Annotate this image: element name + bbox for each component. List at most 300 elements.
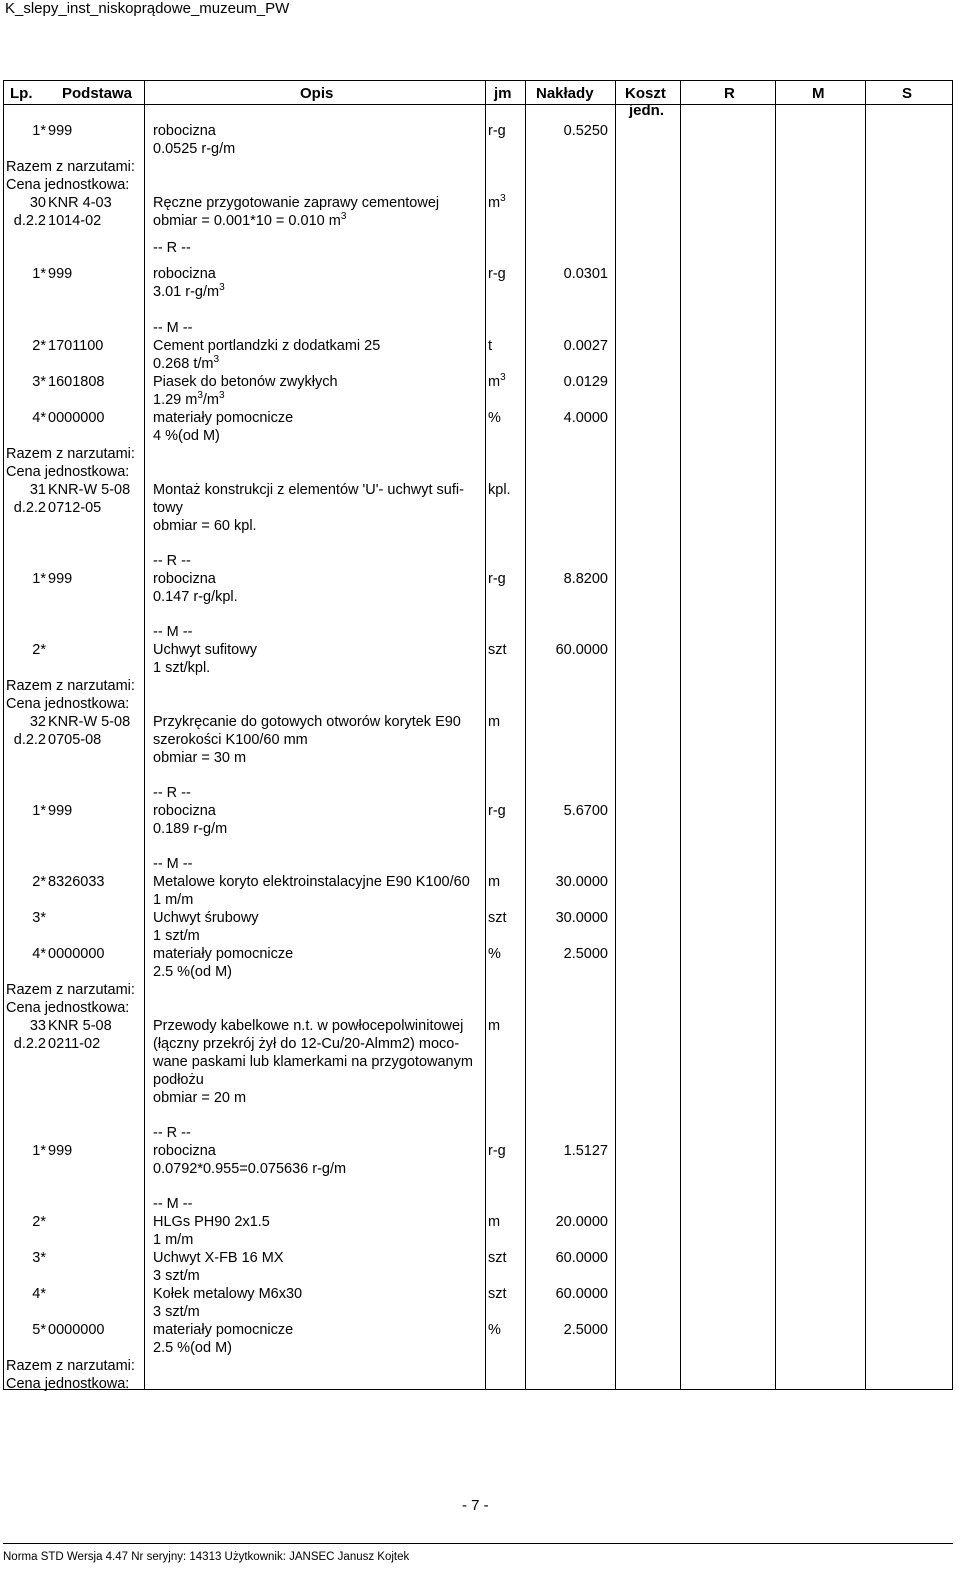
row-opis-text: robocizna: [153, 571, 216, 587]
header-koszt: Koszt: [625, 85, 666, 102]
row-opis: [153, 946, 483, 963]
row-opis-text: podłożu: [153, 1072, 204, 1088]
row-opis: [153, 1090, 483, 1107]
col-sep-koszt: [680, 80, 681, 1390]
row-lp: [0, 482, 46, 499]
row-opis-text: 3.01 r-g/m: [153, 284, 220, 300]
row-opis: [153, 284, 483, 301]
row-opis: [153, 553, 483, 570]
row-jm-text: r-g: [488, 266, 506, 282]
row-opis-text: Metalowe koryto elektroinstalacyjne E90 K100/60: [153, 874, 470, 890]
col-sep-naklady: [615, 80, 616, 1390]
row-jm-text: m: [488, 714, 501, 730]
row-jm-superscript: 3: [500, 193, 506, 205]
row-opis-text: 1 szt/m: [153, 928, 200, 944]
header-m: M: [812, 85, 825, 102]
row-lp-text: d.2.2: [13, 500, 46, 516]
row-opis-text: Uchwyt sufitowy: [153, 642, 257, 658]
row-jm-text: szt: [488, 642, 507, 658]
row-opis: [153, 356, 483, 373]
row-opis-superscript: 3: [197, 390, 203, 402]
row-naklady: [528, 803, 608, 820]
row-jm: [488, 1286, 524, 1303]
row-lp-text: 1*: [32, 266, 46, 282]
row-opis: [153, 803, 483, 820]
row-lp: [0, 803, 46, 820]
row-lp: [0, 123, 46, 140]
row-summary-label: [6, 678, 146, 695]
row-podstawa: [48, 714, 144, 731]
row-opis-text: (łączny przekrój żył do 12-Cu/20-Almm2) moco-: [153, 1036, 460, 1052]
row-lp: [0, 732, 46, 749]
row-jm-text: m: [488, 195, 501, 211]
row-lp-text: 1*: [32, 1143, 46, 1159]
col-sep-m: [865, 80, 866, 1390]
row-podstawa-text: KNR 4-03: [48, 195, 112, 211]
row-naklady: [528, 874, 608, 891]
row-opis-superscript: 3: [340, 211, 347, 223]
row-lp: [0, 1036, 46, 1053]
row-naklady: [528, 338, 608, 355]
row-opis-text: 3 szt/m: [153, 1268, 200, 1284]
row-lp: [0, 213, 46, 230]
row-opis-text: obmiar = 30 m: [153, 750, 247, 766]
row-opis: [153, 1340, 483, 1357]
row-jm-text: m: [488, 374, 501, 390]
row-podstawa-text: KNR-W 5-08: [48, 482, 131, 498]
row-podstawa: [48, 338, 144, 355]
row-opis: [153, 1054, 483, 1071]
row-opis-text: Uchwyt śrubowy: [153, 910, 259, 926]
row-jm-text: szt: [488, 910, 507, 926]
row-podstawa-text: 1014-02: [48, 213, 102, 229]
footer-separator: [3, 1543, 953, 1544]
row-lp: [0, 1322, 46, 1339]
row-lp-text: d.2.2: [13, 1036, 46, 1052]
row-lp-text: 4*: [32, 410, 46, 426]
row-podstawa-text: 999: [48, 266, 73, 282]
row-lp-text: 1*: [32, 803, 46, 819]
row-jm: [488, 338, 524, 355]
row-naklady-text: 0.0027: [563, 338, 608, 354]
row-opis-text: 1 m/m: [153, 1232, 194, 1248]
row-opis-text: 0.0525 r-g/m: [153, 141, 236, 157]
row-summary-label: [6, 982, 146, 999]
row-opis-text: 1.29 m: [153, 392, 198, 408]
row-opis: [153, 1232, 483, 1249]
row-lp-text: d.2.2: [13, 732, 46, 748]
row-naklady-text: 30.0000: [555, 910, 608, 926]
row-lp: [0, 642, 46, 659]
row-lp: [0, 195, 46, 212]
row-lp-text: 4*: [32, 946, 46, 962]
row-opis-text: Montaż konstrukcji z elementów 'U'- uchwyt sufi-: [153, 482, 464, 498]
row-summary-label-text: Razem z narzutami:: [6, 678, 135, 694]
row-summary-label: [6, 177, 146, 194]
row-jm: [488, 195, 524, 212]
row-opis: [153, 518, 483, 535]
row-jm-text: %: [488, 946, 501, 962]
row-opis-text: obmiar = 20 m: [153, 1090, 247, 1106]
row-opis-superscript-2: 3: [219, 390, 225, 402]
row-podstawa: [48, 123, 144, 140]
row-opis-text: 0.189 r-g/m: [153, 821, 228, 837]
row-lp: [0, 1143, 46, 1160]
row-lp: [0, 410, 46, 427]
row-summary-label-text: Razem z narzutami:: [6, 982, 135, 998]
row-opis: [153, 642, 483, 659]
row-opis-superscript: 3: [219, 282, 225, 294]
row-opis: [153, 732, 483, 749]
row-opis-text: 4 %(od M): [153, 428, 220, 444]
row-opis-text: HLGs PH90 2x1.5: [153, 1214, 270, 1230]
col-sep-podstawa: [144, 80, 145, 1390]
row-opis: [153, 1286, 483, 1303]
row-opis: [153, 964, 483, 981]
row-podstawa: [48, 571, 144, 588]
row-lp: [0, 374, 46, 391]
row-naklady: [528, 1250, 608, 1267]
row-opis: [153, 141, 483, 158]
row-naklady-text: 5.6700: [563, 803, 608, 819]
footer-text: Norma STD Wersja 4.47 Nr seryjny: 14313 Użytkownik: JANSEC Janusz Kojtek: [3, 1551, 410, 1563]
row-podstawa-text: 0000000: [48, 410, 105, 426]
header-podstawa: Podstawa: [62, 85, 133, 102]
row-opis: [153, 374, 483, 391]
row-opis-text: robocizna: [153, 803, 216, 819]
row-podstawa: [48, 874, 144, 891]
row-lp-text: 2*: [32, 1214, 46, 1230]
row-opis: [153, 320, 483, 337]
row-summary-label-text: Razem z narzutami:: [6, 446, 135, 462]
row-naklady: [528, 1286, 608, 1303]
row-opis-text: Przewody kabelkowe n.t. w powłocepolwinitowej: [153, 1018, 464, 1034]
row-lp-text: 4*: [32, 1286, 46, 1302]
row-podstawa-text: 0000000: [48, 1322, 105, 1338]
row-opis: [153, 410, 483, 427]
row-naklady: [528, 571, 608, 588]
row-naklady-text: 0.5250: [563, 123, 608, 139]
row-summary-label: [6, 159, 146, 176]
row-jm-text: %: [488, 1322, 501, 1338]
row-opis-text: towy: [153, 500, 183, 516]
row-opis-text: materiały pomocnicze: [153, 410, 294, 426]
row-naklady: [528, 374, 608, 391]
row-lp-text: 3*: [32, 910, 46, 926]
row-opis-text: 3 szt/m: [153, 1304, 200, 1320]
row-opis-text: 2.5 %(od M): [153, 964, 232, 980]
row-jm-text: r-g: [488, 1143, 506, 1159]
row-naklady-text: 8.8200: [563, 571, 608, 587]
row-jm-text: r-g: [488, 571, 506, 587]
row-opis-text: Kołek metalowy M6x30: [153, 1286, 303, 1302]
col-sep-r: [775, 80, 776, 1390]
row-jm: [488, 571, 524, 588]
row-opis-text: Ręczne przygotowanie zaprawy cementowej: [153, 195, 440, 211]
row-jm: [488, 266, 524, 283]
row-podstawa: [48, 946, 144, 963]
row-naklady-text: 2.5000: [563, 1322, 608, 1338]
row-naklady-text: 20.0000: [555, 1214, 608, 1230]
row-jm: [488, 803, 524, 820]
row-lp-text: 5*: [32, 1322, 46, 1338]
row-podstawa-text: 999: [48, 123, 73, 139]
row-opis: [153, 1161, 483, 1178]
row-lp-text: d.2.2: [13, 213, 46, 229]
row-podstawa: [48, 410, 144, 427]
row-podstawa: [48, 374, 144, 391]
row-opis-text: 0.268 t/m: [153, 356, 214, 372]
row-summary-label-text: Razem z narzutami:: [6, 1358, 135, 1374]
row-opis-text: Przykręcanie do gotowych otworów korytek E90: [153, 714, 461, 730]
row-opis: [153, 750, 483, 767]
row-jm-text: szt: [488, 1286, 507, 1302]
row-summary-label-text: Cena jednostkowa:: [6, 1376, 130, 1392]
row-lp-text: 3*: [32, 374, 46, 390]
row-summary-label: [6, 696, 146, 713]
header-naklady: Nakłady: [536, 85, 594, 102]
row-summary-label: [6, 1000, 146, 1017]
row-jm: [488, 482, 524, 499]
row-opis: [153, 910, 483, 927]
row-jm-text: t: [488, 338, 493, 354]
row-opis-text: Piasek do betonów zwykłych: [153, 374, 338, 390]
row-jm: [488, 642, 524, 659]
row-podstawa-text: KNR 5-08: [48, 1018, 112, 1034]
row-lp: [0, 1214, 46, 1231]
row-naklady: [528, 1143, 608, 1160]
row-podstawa-text: 1701100: [48, 338, 104, 354]
row-opis: [153, 785, 483, 802]
row-podstawa-text: KNR-W 5-08: [48, 714, 131, 730]
row-podstawa-text: 0705-08: [48, 732, 102, 748]
row-opis: [153, 240, 483, 257]
row-opis-text: 2.5 %(od M): [153, 1340, 232, 1356]
row-opis-text: -- M --: [153, 624, 193, 640]
row-opis: [153, 892, 483, 909]
row-naklady: [528, 946, 608, 963]
row-opis-text: robocizna: [153, 266, 216, 282]
row-opis-text: szerokości K100/60 mm: [153, 732, 308, 748]
row-lp: [0, 1286, 46, 1303]
row-opis: [153, 392, 483, 409]
row-naklady: [528, 123, 608, 140]
row-summary-label-text: Cena jednostkowa:: [6, 464, 130, 480]
row-summary-label: [6, 446, 146, 463]
row-opis: [153, 428, 483, 445]
row-lp-text: 33: [29, 1018, 46, 1034]
row-opis-text: -- M --: [153, 320, 193, 336]
row-jm: [488, 910, 524, 927]
row-opis: [153, 1214, 483, 1231]
row-opis-tail: /m: [202, 392, 220, 408]
row-jm-text: r-g: [488, 803, 506, 819]
row-opis: [153, 1196, 483, 1213]
row-podstawa: [48, 1018, 144, 1035]
row-podstawa: [48, 266, 144, 283]
row-opis-text: 1 m/m: [153, 892, 194, 908]
row-opis: [153, 589, 483, 606]
row-summary-label-text: Cena jednostkowa:: [6, 177, 130, 193]
row-podstawa-text: 1601808: [48, 374, 105, 390]
row-opis-text: obmiar = 60 kpl.: [153, 518, 257, 534]
row-naklady-text: 60.0000: [555, 1250, 608, 1266]
row-lp-text: 30: [29, 195, 46, 211]
row-opis: [153, 624, 483, 641]
row-summary-label-text: Razem z narzutami:: [6, 159, 135, 175]
row-lp: [0, 714, 46, 731]
header-s: S: [902, 85, 913, 102]
row-podstawa-text: 0712-05: [48, 500, 102, 516]
row-podstawa: [48, 500, 144, 517]
row-jm: [488, 1322, 524, 1339]
row-opis: [153, 1304, 483, 1321]
row-podstawa: [48, 732, 144, 749]
row-lp-text: 1*: [32, 123, 46, 139]
row-jm-text: szt: [488, 1250, 507, 1266]
row-jm: [488, 1214, 524, 1231]
header-opis: Opis: [300, 85, 334, 102]
header-r: R: [724, 85, 735, 102]
row-opis-text: 0.147 r-g/kpl.: [153, 589, 238, 605]
row-opis-text: -- M --: [153, 1196, 193, 1212]
row-lp-text: 2*: [32, 874, 46, 890]
row-lp-text: 2*: [32, 338, 46, 354]
page-number: - 7 -: [462, 1497, 489, 1514]
row-naklady-text: 30.0000: [555, 874, 608, 890]
col-sep-jm: [525, 80, 526, 1390]
row-opis: [153, 1125, 483, 1142]
row-naklady-text: 60.0000: [555, 642, 608, 658]
header-separator: [3, 104, 953, 105]
row-lp: [0, 266, 46, 283]
row-opis-text: materiały pomocnicze: [153, 1322, 294, 1338]
row-jm-text: r-g: [488, 123, 506, 139]
row-jm-text: %: [488, 410, 501, 426]
row-podstawa: [48, 1036, 144, 1053]
row-lp-text: 3*: [32, 1250, 46, 1266]
col-sep-opis: [485, 80, 486, 1390]
row-opis-text: -- R --: [153, 1125, 191, 1141]
row-opis-text: -- R --: [153, 785, 191, 801]
row-summary-label: [6, 464, 146, 481]
row-podstawa: [48, 1322, 144, 1339]
row-lp-text: 1*: [32, 571, 46, 587]
row-jm: [488, 874, 524, 891]
row-lp: [0, 500, 46, 517]
row-lp: [0, 874, 46, 891]
row-opis-text: 0.0792*0.955=0.075636 r-g/m: [153, 1161, 347, 1177]
row-opis: [153, 660, 483, 677]
row-opis: [153, 1018, 483, 1035]
row-opis: [153, 123, 483, 140]
row-podstawa-text: 999: [48, 571, 73, 587]
row-opis-text: robocizna: [153, 123, 216, 139]
row-lp: [0, 946, 46, 963]
row-podstawa: [48, 482, 144, 499]
row-lp-text: 32: [29, 714, 46, 730]
row-naklady-text: 0.0301: [563, 266, 608, 282]
row-opis: [153, 874, 483, 891]
row-jm: [488, 1018, 524, 1035]
row-naklady: [528, 266, 608, 283]
row-opis: [153, 928, 483, 945]
row-lp: [0, 1018, 46, 1035]
row-opis: [153, 571, 483, 588]
row-naklady: [528, 1214, 608, 1231]
row-opis-text: Uchwyt X-FB 16 MX: [153, 1250, 284, 1266]
row-opis: [153, 266, 483, 283]
row-opis-text: -- R --: [153, 553, 191, 569]
row-podstawa-text: 8326033: [48, 874, 105, 890]
row-opis: [153, 1072, 483, 1089]
header-koszt-jedn: jedn.: [629, 102, 665, 119]
row-naklady-text: 2.5000: [563, 946, 608, 962]
document-title: K_slepy_inst_niskoprądowe_muzeum_PW: [5, 0, 290, 17]
row-lp: [0, 338, 46, 355]
row-opis-text: -- R --: [153, 240, 191, 256]
row-opis-text: wane paskami lub klamerkami na przygotowanym: [153, 1054, 473, 1070]
row-jm: [488, 946, 524, 963]
row-podstawa: [48, 1143, 144, 1160]
row-lp: [0, 571, 46, 588]
row-jm: [488, 714, 524, 731]
row-podstawa: [48, 213, 144, 230]
row-summary-label: [6, 1376, 146, 1393]
row-jm-text: m: [488, 1018, 501, 1034]
row-summary-label: [6, 1358, 146, 1375]
row-naklady-text: 4.0000: [563, 410, 608, 426]
row-opis-text: robocizna: [153, 1143, 216, 1159]
row-opis: [153, 500, 483, 517]
row-jm: [488, 123, 524, 140]
row-opis: [153, 482, 483, 499]
row-naklady-text: 1.5127: [563, 1143, 608, 1159]
row-podstawa-text: 999: [48, 1143, 73, 1159]
row-opis-text: materiały pomocnicze: [153, 946, 294, 962]
row-podstawa-text: 0211-02: [48, 1036, 101, 1052]
row-lp: [0, 1250, 46, 1267]
row-opis: [153, 1322, 483, 1339]
row-jm: [488, 410, 524, 427]
row-jm: [488, 1143, 524, 1160]
header-jm: jm: [494, 85, 512, 102]
row-opis: [153, 714, 483, 731]
row-opis: [153, 856, 483, 873]
row-podstawa-text: 999: [48, 803, 73, 819]
row-opis: [153, 1036, 483, 1053]
row-jm: [488, 1250, 524, 1267]
row-naklady: [528, 410, 608, 427]
row-opis: [153, 338, 483, 355]
row-summary-label-text: Cena jednostkowa:: [6, 696, 130, 712]
row-jm: [488, 374, 524, 391]
row-opis-text: -- M --: [153, 856, 193, 872]
row-opis-text: obmiar = 0.001*10 = 0.010 m: [153, 213, 341, 229]
row-jm-text: m: [488, 874, 501, 890]
row-lp-text: 31: [29, 482, 46, 498]
row-naklady: [528, 910, 608, 927]
row-podstawa: [48, 195, 144, 212]
row-opis-text: 1 szt/kpl.: [153, 660, 211, 676]
row-opis-text: Cement portlandzki z dodatkami 25: [153, 338, 381, 354]
row-opis: [153, 213, 483, 230]
header-lp: Lp.: [10, 85, 33, 102]
row-opis-superscript: 3: [213, 354, 220, 366]
row-podstawa: [48, 803, 144, 820]
row-lp: [0, 910, 46, 927]
row-naklady-text: 0.0129: [563, 374, 608, 390]
